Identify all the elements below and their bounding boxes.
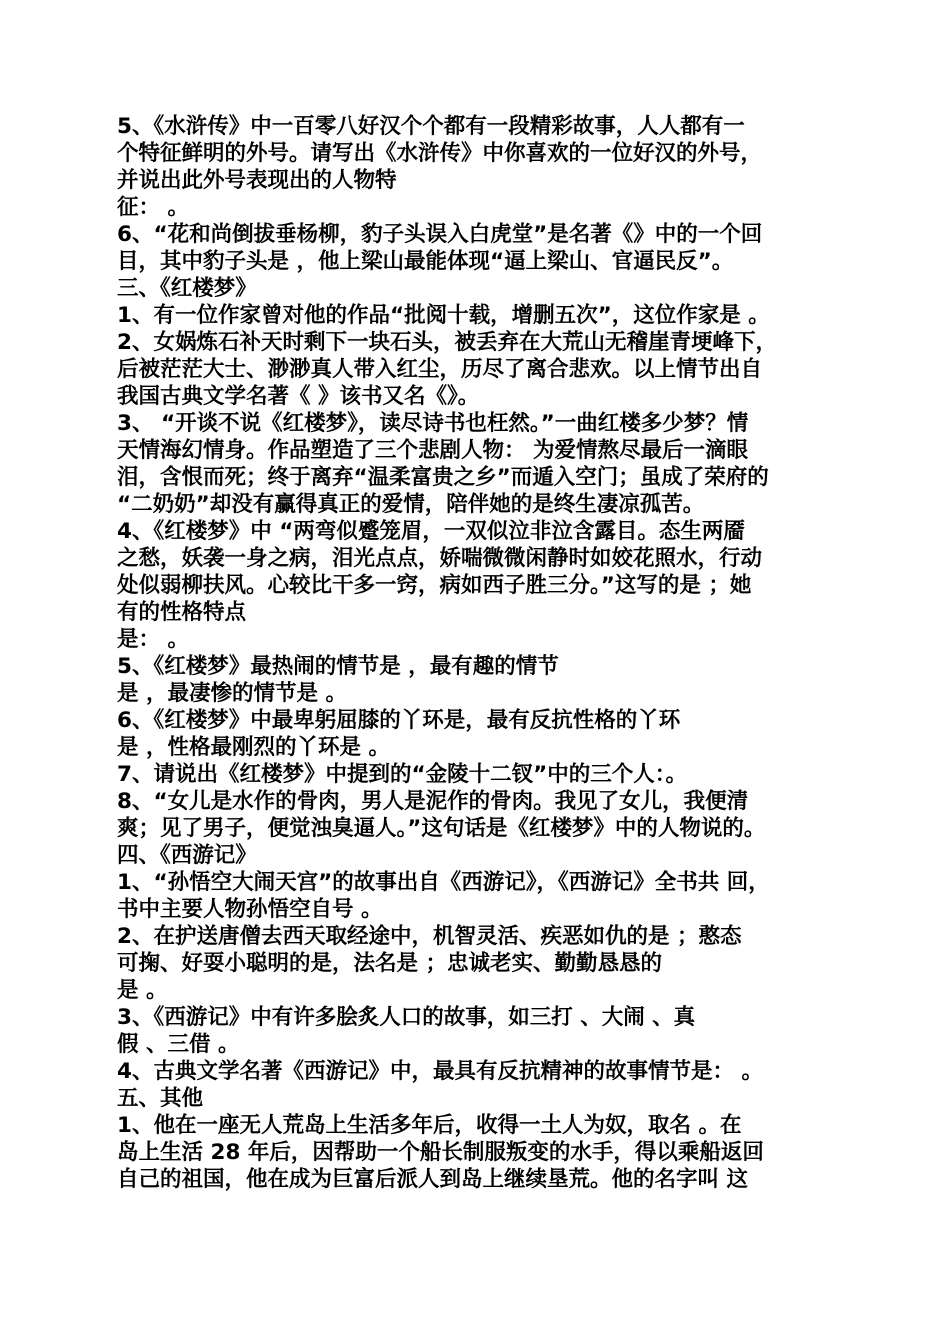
text-line: 四、《西游记》	[117, 843, 257, 868]
text-line: 是 ，最凄惨的情节是 。	[117, 681, 347, 706]
text-line: 自己的祖国，他在成为巨富后派人到岛上继续垦荒。他的名字叫 这	[117, 1167, 748, 1192]
text-line: 并说出此外号表现出的人物特	[117, 168, 397, 193]
text-line: 6、“花和尚倒拔垂杨柳，豹子头误入白虎堂”是名著《》中的一个回	[117, 222, 763, 247]
text-line: 目，其中豹子头是 ，他上梁山最能体现“逼上梁山、官逼民反”。	[117, 249, 734, 274]
text-line: 泪，含恨而死；终于离弃“温柔富贵之乡”而遁入空门；虽成了荣府的	[117, 465, 769, 490]
text-line: 有的性格特点	[117, 600, 247, 625]
text-line: 是： 。	[117, 627, 189, 652]
document-text	[117, 113, 837, 1193]
text-line: 1、有一位作家曾对他的作品“批阅十载，增删五次”，这位作家是 。	[117, 303, 770, 328]
text-line: 可掬、好耍小聪明的是，法名是 ；忠诚老实、勤勤恳恳的	[117, 951, 662, 976]
text-line: 后被茫茫大士、渺渺真人带入红尘，历尽了离合悲欢。以上情节出自	[117, 357, 763, 382]
text-line: 3、 “开谈不说《红楼梦》，读尽诗书也枉然。”一曲红楼多少梦？情	[117, 411, 749, 436]
text-line: “二奶奶”却没有赢得真正的爱情，陪伴她的是终生凄凉孤苦。	[117, 492, 705, 517]
text-line: 5、《水浒传》中一百零八好汉个个都有一段精彩故事，人人都有一	[117, 114, 745, 139]
text-line: 2、在护送唐僧去西天取经途中，机智灵活、疾恶如仇的是 ；憨态	[117, 924, 742, 949]
text-line: 4、古典文学名著《西游记》中，最具有反抗精神的故事情节是： 。	[117, 1059, 763, 1084]
text-line: 假 、三借 。	[117, 1032, 240, 1057]
text-line: 2、女娲炼石补天时剩下一块石头，被丢弃在大荒山无稽崖青埂峰下，	[117, 330, 777, 355]
text-line: 1、他在一座无人荒岛上生活多年后，收得一土人为奴，取名 。在	[117, 1113, 742, 1138]
text-line: 7、请说出《红楼梦》中提到的“金陵十二钗”中的三个人：。	[117, 762, 687, 787]
text-line: 6、《红楼梦》中最卑躬屈膝的丫环是，最有反抗性格的丫环	[117, 708, 681, 733]
text-line: 征： 。	[117, 195, 189, 220]
text-line: 是 ，性格最刚烈的丫环是 。	[117, 735, 390, 760]
text-line: 1、“孙悟空大闹天宫”的故事出自《西游记》，《西游记》全书共 回，	[117, 870, 770, 895]
text-line: 书中主要人物孙悟空自号 。	[117, 897, 383, 922]
text-line: 个特征鲜明的外号。请写出《水浒传》中你喜欢的一位好汉的外号，	[117, 141, 763, 166]
text-line: 爽；见了男子，便觉浊臭逼人。”这句话是《红楼梦》中的人物说的。	[117, 816, 766, 841]
text-line: 岛上生活 28 年后，因帮助一个船长制服叛变的水手，得以乘船返回	[117, 1140, 764, 1165]
text-line: 五、其他	[117, 1086, 204, 1111]
text-line: 3、《西游记》中有许多脍炙人口的故事，如三打 、大闹 、真	[117, 1005, 696, 1030]
text-line: 是 。	[117, 978, 168, 1003]
text-line: 4、《红楼梦》中 “两弯似蹙笼眉，一双似泣非泣含露目。态生两靥	[117, 519, 745, 544]
text-line: 之愁，妖袭一身之病，泪光点点，娇喘微微闲静时如姣花照水，行动	[117, 546, 763, 571]
text-line: 我国古典文学名著《 》该书又名《》。	[117, 384, 480, 409]
text-line: 5、《红楼梦》最热闹的情节是 ，最有趣的情节	[117, 654, 559, 679]
text-line: 天情海幻情身。作品塑造了三个悲剧人物： 为爱情熬尽最后一滴眼	[117, 438, 748, 463]
text-line: 处似弱柳扶风。心较比干多一窍，病如西子胜三分。”这写的是 ；她	[117, 573, 752, 598]
text-line: 三、《红楼梦》	[117, 276, 257, 301]
text-line: 8、“女儿是水作的骨肉，男人是泥作的骨肉。我见了女儿，我便清	[117, 789, 749, 814]
